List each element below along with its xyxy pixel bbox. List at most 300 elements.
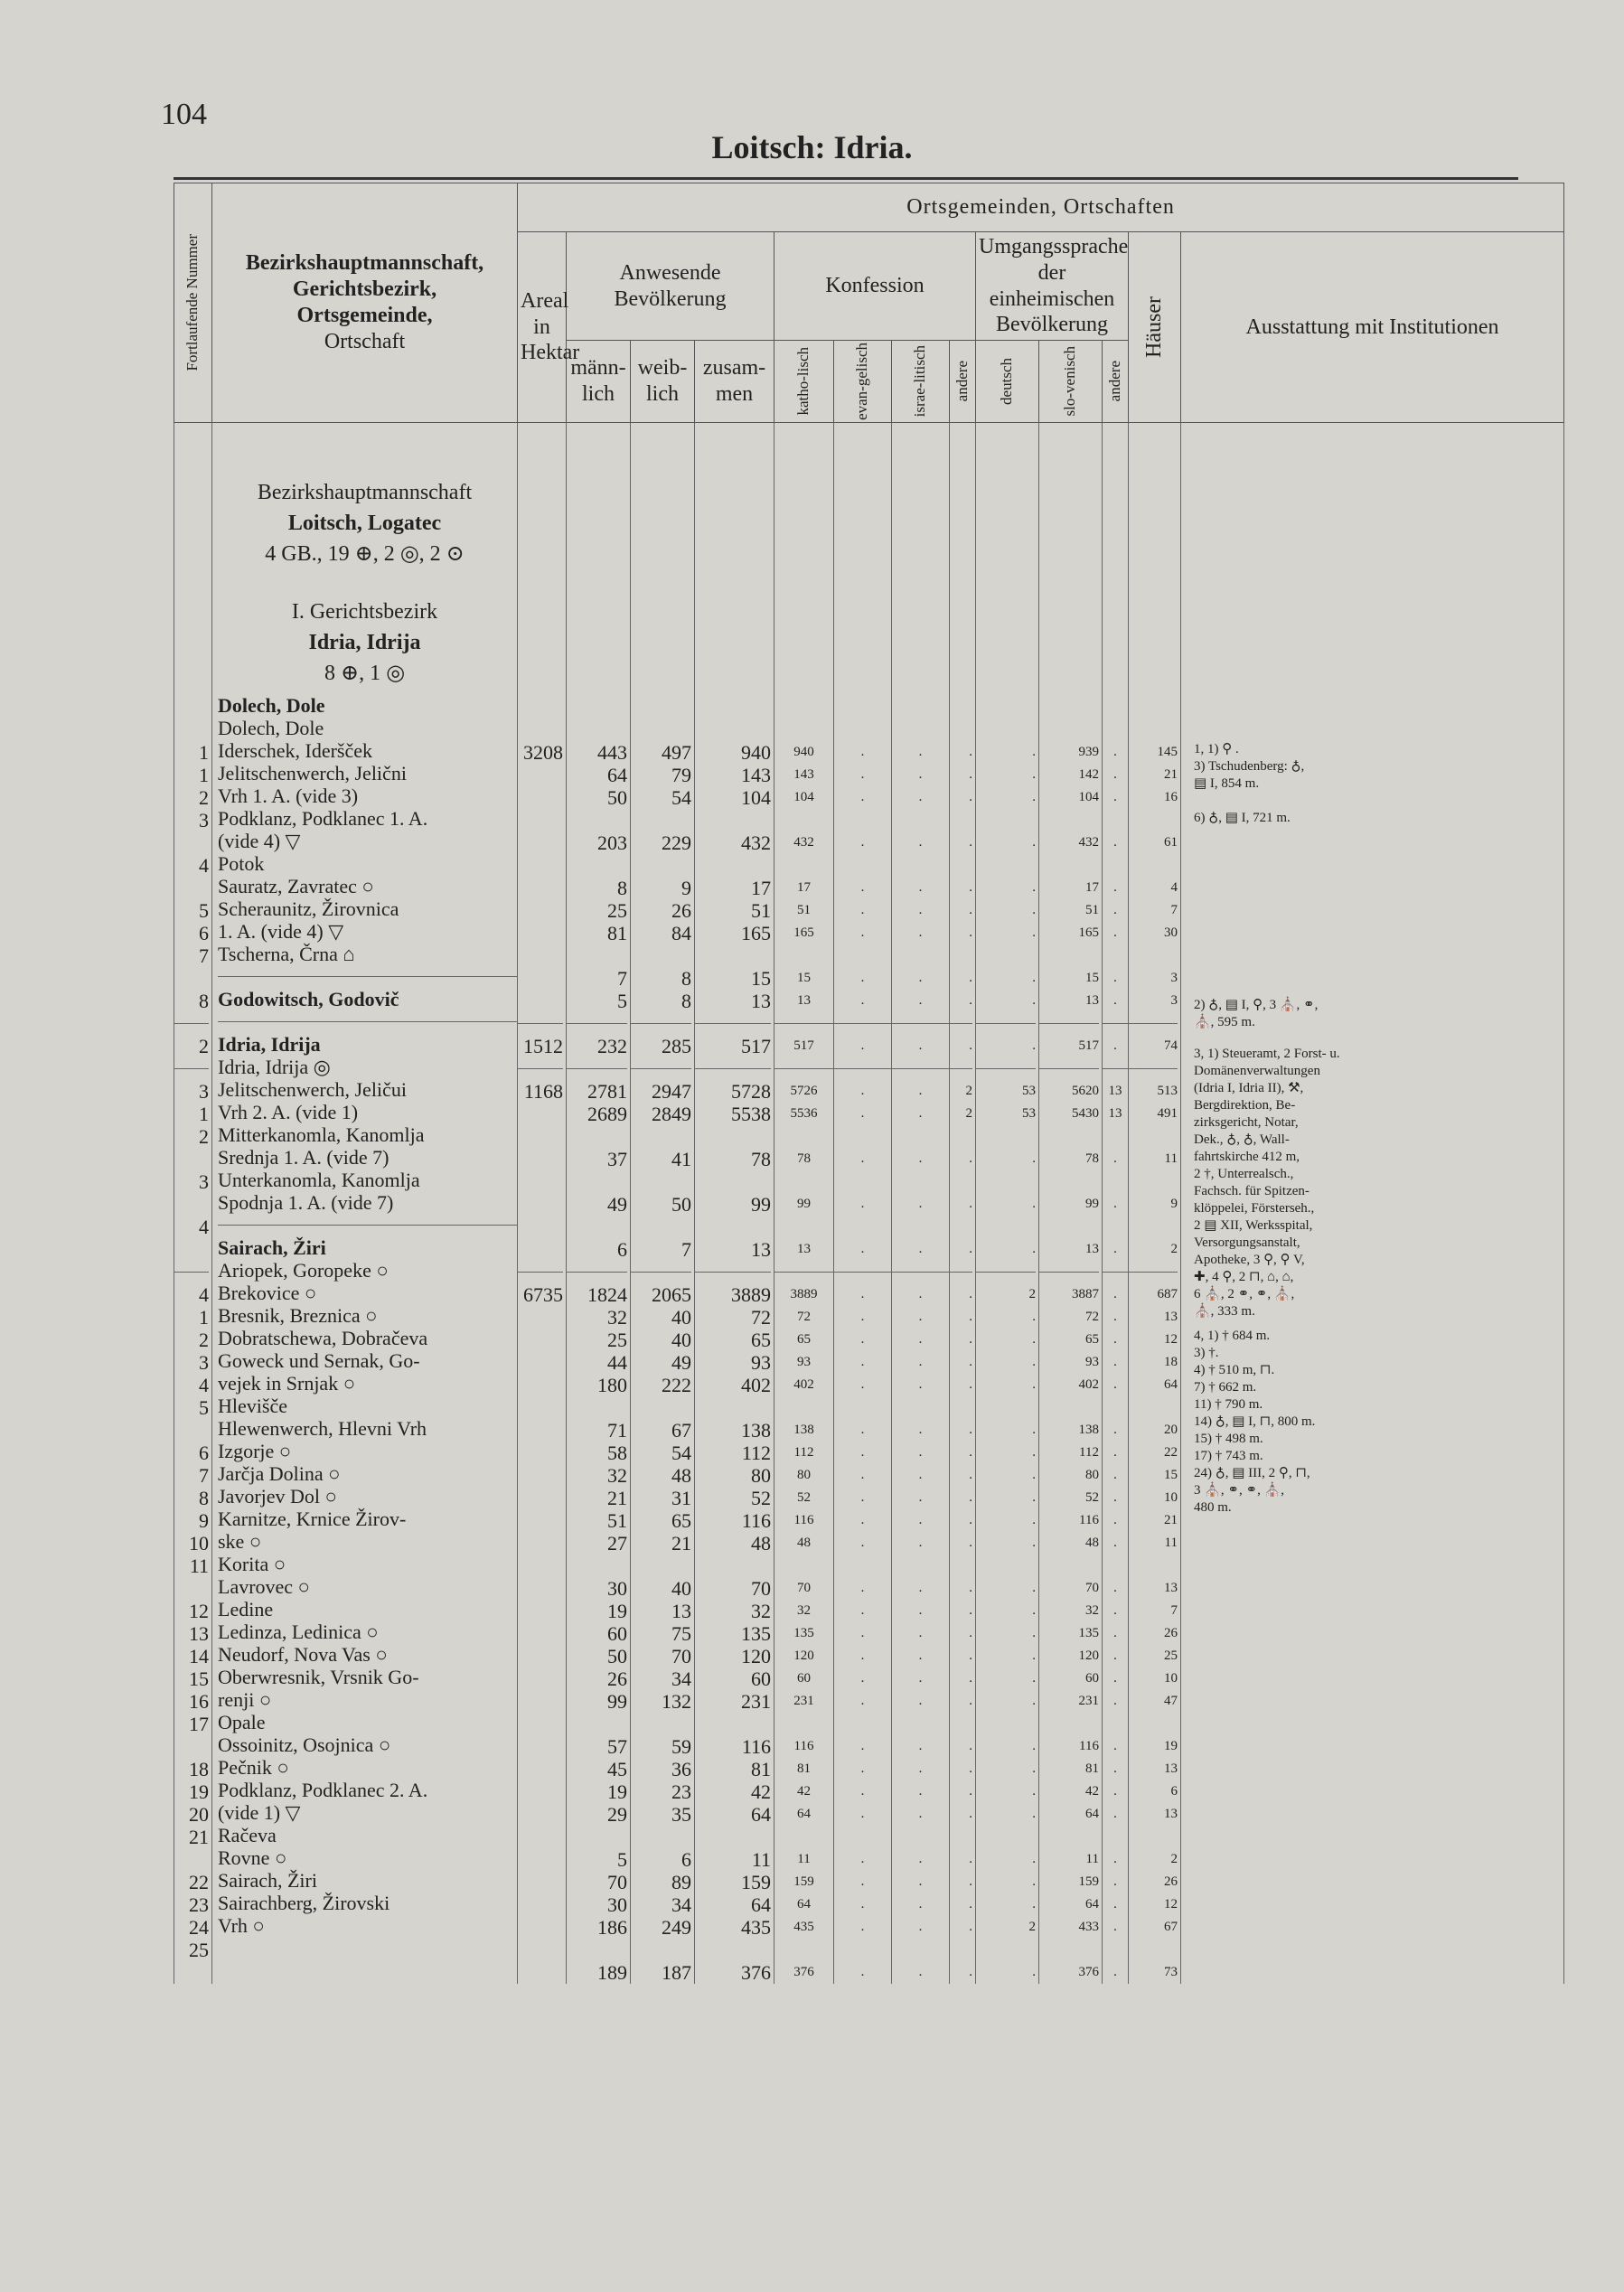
row-38-evan: . (860, 1897, 865, 1912)
row-33-isra: . (918, 1761, 923, 1777)
row-3-kath: 432 (793, 835, 814, 850)
row-36-m: 5 (617, 1848, 627, 1872)
row-19-kath: 402 (793, 1377, 814, 1393)
row-3-and: . (969, 835, 972, 850)
row-0-w: 497 (662, 741, 691, 765)
row-21-isra: . (918, 1445, 923, 1461)
row-8-sand: . (1113, 993, 1117, 1009)
row-1-sand: . (1113, 767, 1117, 783)
row-37-slo: 159 (1078, 1874, 1099, 1890)
row-8-nr: 8 (199, 990, 209, 1013)
row-11-and: 2 (965, 1106, 972, 1122)
ausstattung-line: 7) † 662 m. (1194, 1380, 1257, 1395)
row-8-name: Tscherna, Črna ⌂ (218, 943, 355, 966)
row-18-slo: 93 (1085, 1355, 1099, 1370)
row-13-m: 49 (607, 1193, 627, 1216)
row-6-m: 81 (607, 922, 627, 945)
col-andere (950, 423, 976, 1985)
row-11-nr: 1 (199, 1103, 209, 1126)
row-9-nr: 2 (199, 1035, 209, 1058)
row-40-z: 376 (741, 1961, 771, 1985)
row-40-kath: 376 (793, 1965, 814, 1980)
row-27-deu: . (1032, 1603, 1036, 1619)
row-38-h: 12 (1164, 1897, 1178, 1912)
row-24-isra: . (918, 1513, 923, 1528)
row-30-h: 10 (1164, 1671, 1178, 1686)
row-21-sand: . (1113, 1445, 1117, 1461)
row-22-slo: 80 (1085, 1468, 1099, 1483)
row-8-kath: 13 (797, 993, 811, 1009)
row-36-sand: . (1113, 1852, 1117, 1867)
row-17-evan: . (860, 1332, 865, 1348)
row-3-m: 203 (597, 831, 627, 855)
row-13-w: 50 (671, 1193, 691, 1216)
row-18-name: Bresnik, Breznica ○ (218, 1304, 378, 1328)
row-14-m: 6 (617, 1238, 627, 1262)
row-28-w: 75 (671, 1622, 691, 1646)
row-0-kath: 940 (793, 745, 814, 760)
row-35-deu: . (1032, 1807, 1036, 1822)
row-20-nr: 5 (199, 1396, 209, 1420)
bh-name: Loitsch, Logatec (287, 512, 442, 536)
row-15-name: Sairach, Žiri (218, 1236, 326, 1260)
row-6-and: . (969, 925, 972, 941)
row-10-slo: 5620 (1072, 1084, 1099, 1099)
header-ausstattung: Ausstattung mit Institutionen (1181, 232, 1564, 423)
row-separator (834, 1068, 891, 1080)
row-separator (695, 1023, 771, 1035)
row-32-and: . (969, 1739, 972, 1754)
row-39-w: 249 (662, 1916, 691, 1940)
row-2-isra: . (918, 790, 923, 805)
row-14-z: 13 (751, 1238, 771, 1262)
row-separator (218, 1225, 517, 1236)
row-18-nr: 3 (199, 1351, 209, 1375)
row-25-z: 48 (751, 1532, 771, 1555)
row-6-sand: . (1113, 925, 1117, 941)
row-24-nr: 9 (199, 1509, 209, 1533)
row-9-kath: 517 (793, 1038, 814, 1054)
row-15-evan: . (860, 1287, 865, 1302)
row-23-isra: . (918, 1490, 923, 1506)
row-16-w: 40 (671, 1306, 691, 1329)
row-34-and: . (969, 1784, 972, 1799)
row-18-z: 93 (751, 1351, 771, 1375)
header-konf-andere: andere (950, 341, 976, 423)
row-2-z: 104 (741, 786, 771, 810)
row-22-m: 32 (607, 1464, 627, 1488)
row-20-isra: . (918, 1423, 923, 1438)
row-14-w: 7 (681, 1238, 691, 1262)
header-spr-andere: andere (1103, 341, 1129, 423)
row-26-kath: 70 (797, 1581, 811, 1596)
row-20-m: 71 (607, 1419, 627, 1442)
row-4-sand: . (1113, 880, 1117, 896)
row-15-deu: 2 (1028, 1287, 1036, 1302)
row-separator (892, 1023, 949, 1035)
row-2-slo: 104 (1078, 790, 1099, 805)
row-26-and: . (969, 1581, 972, 1596)
row-4-deu: . (1032, 880, 1036, 896)
row-31-and: . (969, 1694, 972, 1709)
row-separator (774, 1023, 833, 1035)
row-22-and: . (969, 1468, 972, 1483)
ausstattung-line: klöppelei, Försterseh., (1194, 1201, 1315, 1216)
row-23-nr: 8 (199, 1487, 209, 1510)
row-32-w: 59 (671, 1735, 691, 1759)
row-30-nr: 15 (189, 1667, 209, 1691)
row-28-isra: . (918, 1626, 923, 1641)
row-14-isra: . (918, 1242, 923, 1257)
row-4-and: . (969, 880, 972, 896)
row-27-nr: 12 (189, 1600, 209, 1623)
row-24-z: 116 (741, 1509, 771, 1533)
row-separator (1103, 1068, 1128, 1080)
row-4-evan: . (860, 880, 865, 896)
row-30-evan: . (860, 1671, 865, 1686)
row-30-slo: 60 (1085, 1671, 1099, 1686)
row-32-evan: . (860, 1739, 865, 1754)
row-38-and: . (969, 1897, 972, 1912)
row-6-slo: 165 (1078, 925, 1099, 941)
row-19-z: 402 (741, 1374, 771, 1397)
row-13-nr: 3 (199, 1170, 209, 1194)
row-40-name: Sairachberg, Žirovski (218, 1892, 390, 1915)
row-37-w: 89 (671, 1871, 691, 1894)
row-28-name: Lavrovec ○ (218, 1575, 310, 1599)
row-39-sand: . (1113, 1920, 1117, 1935)
row-29-sand: . (1113, 1649, 1117, 1664)
row-16-evan: . (860, 1310, 865, 1325)
row-9-z: 517 (741, 1035, 771, 1058)
row-separator (1129, 1023, 1178, 1035)
ausstattung-line: 2 †, Unterrealsch., (1194, 1167, 1294, 1182)
row-18-kath: 93 (797, 1355, 811, 1370)
row-31-isra: . (918, 1694, 923, 1709)
row-6-h: 30 (1164, 925, 1178, 941)
row-14-slo: 13 (1085, 1242, 1099, 1257)
row-22-evan: . (860, 1468, 865, 1483)
row-32-z: 116 (741, 1735, 771, 1759)
row-5-z: 51 (751, 899, 771, 923)
row-32-deu: . (1032, 1739, 1036, 1754)
row-3-evan: . (860, 835, 865, 850)
row-23-z: 52 (751, 1487, 771, 1510)
row-11-h: 491 (1157, 1106, 1178, 1122)
row-24-h: 21 (1164, 1513, 1178, 1528)
row-21-and: . (969, 1445, 972, 1461)
row-36-slo: 11 (1085, 1852, 1099, 1867)
row-26-deu: . (1032, 1581, 1036, 1596)
row-12-isra: . (918, 1151, 923, 1167)
row-33-deu: . (1032, 1761, 1036, 1777)
row-25-and: . (969, 1536, 972, 1551)
row-13-sand: . (1113, 1197, 1117, 1212)
row-11-sand: 13 (1108, 1106, 1122, 1122)
row-35-and: . (969, 1807, 972, 1822)
row-13-h: 9 (1170, 1197, 1178, 1212)
row-18-evan: . (860, 1355, 865, 1370)
row-40-and: . (969, 1965, 972, 1980)
row-20-h: 20 (1164, 1423, 1178, 1438)
row-18-and: . (969, 1355, 972, 1370)
row-35-isra: . (918, 1807, 923, 1822)
row-26-slo: 70 (1085, 1581, 1099, 1596)
row-2-sand: . (1113, 790, 1117, 805)
row-23-w: 31 (671, 1487, 691, 1510)
row-25-sand: . (1113, 1536, 1117, 1551)
row-7-sand: . (1113, 971, 1117, 986)
row-23-slo: 52 (1085, 1490, 1099, 1506)
row-38-kath: 64 (797, 1897, 811, 1912)
row-13-evan: . (860, 1197, 865, 1212)
row-3-deu: . (1032, 835, 1036, 850)
row-8-m: 5 (617, 990, 627, 1013)
row-10-name: Idria, Idrija (218, 1033, 321, 1057)
row-25-evan: . (860, 1536, 865, 1551)
row-15-and: . (969, 1287, 972, 1302)
row-38-nr: 23 (189, 1893, 209, 1917)
row-separator (518, 1272, 563, 1283)
row-11-evan: . (860, 1106, 865, 1122)
row-21-kath: 112 (793, 1445, 814, 1461)
row-27-m: 19 (607, 1600, 627, 1623)
row-38-z: 64 (751, 1893, 771, 1917)
row-5-deu: . (1032, 903, 1036, 918)
row-5-sand: . (1113, 903, 1117, 918)
row-11-kath: 5536 (790, 1106, 818, 1122)
ausstattung-line: 3 ⛪, ⚭, ⚭, ⛪, (1194, 1483, 1284, 1498)
row-33-kath: 81 (797, 1761, 811, 1777)
row-1-name: Dolech, Dole (218, 717, 324, 740)
ausstattung-line: 6 ⛪, 2 ⚭, ⚭, ⛪, (1194, 1287, 1295, 1302)
row-17-z: 65 (751, 1329, 771, 1352)
row-4-w: 9 (681, 877, 691, 900)
row-31-deu: . (1032, 1694, 1036, 1709)
row-7-name: 1. A. (vide 4) ▽ (218, 920, 344, 944)
row-36-deu: . (1032, 1852, 1036, 1867)
row-3-name: Vrh 1. A. (vide 3) (218, 784, 359, 808)
row-7-w: 8 (681, 967, 691, 991)
row-39-and: . (969, 1920, 972, 1935)
row-12-evan: . (860, 1151, 865, 1167)
row-36-w: 6 (681, 1848, 691, 1872)
row-35-kath: 64 (797, 1807, 811, 1822)
row-36-name: (vide 1) ▽ (218, 1801, 301, 1825)
row-35-h: 13 (1164, 1807, 1178, 1822)
row-13-deu: . (1032, 1197, 1036, 1212)
row-8-and: . (969, 993, 972, 1009)
row-20-name: vejek in Srnjak ○ (218, 1372, 355, 1395)
row-34-sand: . (1113, 1784, 1117, 1799)
row-14-kath: 13 (797, 1242, 811, 1257)
row-38-m: 30 (607, 1893, 627, 1917)
page-number: 104 (161, 98, 207, 131)
row-40-deu: . (1032, 1965, 1036, 1980)
row-separator (518, 1023, 563, 1035)
row-19-slo: 402 (1078, 1377, 1099, 1393)
row-34-w: 23 (671, 1780, 691, 1804)
row-31-h: 47 (1164, 1694, 1178, 1709)
row-35-z: 64 (751, 1803, 771, 1827)
row-36-and: . (969, 1852, 972, 1867)
row-34-nr: 19 (189, 1780, 209, 1804)
col-name (212, 423, 518, 1985)
row-11-deu: 53 (1022, 1106, 1036, 1122)
row-12-nr: 2 (199, 1125, 209, 1149)
col-evan (834, 423, 892, 1985)
header-pop-m: männ-lich (567, 341, 631, 423)
row-22-sand: . (1113, 1468, 1117, 1483)
row-34-deu: . (1032, 1784, 1036, 1799)
row-33-name: Opale (218, 1711, 266, 1734)
row-23-evan: . (860, 1490, 865, 1506)
ausstattung-line: Versorgungsanstalt, (1194, 1235, 1300, 1251)
row-25-w: 21 (671, 1532, 691, 1555)
row-26-sand: . (1113, 1581, 1117, 1596)
col-z (695, 423, 774, 1985)
row-29-m: 50 (607, 1645, 627, 1668)
row-3-sand: . (1113, 835, 1117, 850)
statistics-table (174, 183, 1564, 1984)
row-27-and: . (969, 1603, 972, 1619)
row-9-sand: . (1113, 1038, 1117, 1054)
row-24-slo: 116 (1079, 1513, 1099, 1528)
row-separator (950, 1023, 972, 1035)
ausstattung-line: 14) ♁, ▤ I, ⊓, 800 m. (1194, 1414, 1316, 1430)
row-26-name: ske ○ (218, 1530, 262, 1554)
row-7-slo: 15 (1085, 971, 1099, 986)
row-0-deu: . (1032, 745, 1036, 760)
row-20-slo: 138 (1078, 1423, 1099, 1438)
row-37-h: 26 (1164, 1874, 1178, 1890)
row-37-and: . (969, 1874, 972, 1890)
row-10-isra: . (918, 1084, 923, 1099)
row-16-name: Ariopek, Goropeke ○ (218, 1259, 389, 1282)
col-deutsch (976, 423, 1039, 1985)
row-34-slo: 42 (1085, 1784, 1099, 1799)
row-10-and: 2 (965, 1084, 972, 1099)
row-32-slo: 116 (1079, 1739, 1099, 1754)
row-2-name: Iderschek, Ideršček (218, 739, 373, 763)
row-27-h: 7 (1170, 1603, 1178, 1619)
row-2-kath: 104 (793, 790, 814, 805)
row-9-slo: 517 (1078, 1038, 1099, 1054)
row-33-z: 81 (751, 1758, 771, 1781)
row-3-nr: 3 (199, 809, 209, 832)
gb-label: I. Gerichtsbezirk (291, 600, 438, 625)
row-25-h: 11 (1164, 1536, 1178, 1551)
row-40-slo: 376 (1078, 1965, 1099, 1980)
row-40-w: 187 (662, 1961, 691, 1985)
header-name: Bezirkshauptmannschaft, Gerichtsbezirk, Ortsgemeinde, Ortschaft (212, 183, 518, 423)
row-7-deu: . (1032, 971, 1036, 986)
header-deutsch: deutsch (976, 341, 1039, 423)
row-4-slo: 17 (1085, 880, 1099, 896)
row-34-evan: . (860, 1784, 865, 1799)
row-33-m: 45 (607, 1758, 627, 1781)
ausstattung-line: Dek., ♁, ♁, Wall- (1194, 1132, 1290, 1148)
row-separator (774, 1272, 833, 1283)
row-36-z: 11 (751, 1848, 771, 1872)
row-8-isra: . (918, 993, 923, 1009)
row-5-slo: 51 (1085, 903, 1099, 918)
row-16-sand: . (1113, 1310, 1117, 1325)
row-39-slo: 433 (1078, 1920, 1099, 1935)
row-39-kath: 435 (793, 1920, 814, 1935)
ausstattung-4 (1194, 1328, 1558, 1517)
row-27-slo: 32 (1085, 1603, 1099, 1619)
row-29-h: 25 (1164, 1649, 1178, 1664)
row-5-isra: . (918, 903, 923, 918)
row-0-isra: . (918, 745, 923, 760)
row-21-z: 112 (741, 1442, 771, 1465)
row-12-h: 11 (1164, 1151, 1178, 1167)
row-15-slo: 3887 (1072, 1287, 1099, 1302)
row-31-m: 99 (607, 1690, 627, 1714)
row-25-kath: 48 (797, 1536, 811, 1551)
row-7-h: 3 (1170, 971, 1178, 986)
row-16-z: 72 (751, 1306, 771, 1329)
top-rule (174, 177, 1518, 180)
row-14-name: Spodnja 1. A. (vide 7) (218, 1191, 394, 1215)
row-19-nr: 4 (199, 1374, 209, 1397)
row-21-h: 22 (1164, 1445, 1178, 1461)
row-13-isra: . (918, 1197, 923, 1212)
ausstattung-line: Apotheke, 3 ⚲, ⚲ V, (1194, 1253, 1305, 1268)
ausstattung-line: (Idria I, Idria II), ⚒, (1194, 1081, 1304, 1096)
row-22-z: 80 (751, 1464, 771, 1488)
row-40-evan: . (860, 1965, 865, 1980)
row-25-m: 27 (607, 1532, 627, 1555)
row-24-evan: . (860, 1513, 865, 1528)
row-1-w: 79 (671, 764, 691, 787)
row-23-deu: . (1032, 1490, 1036, 1506)
row-38-name: Rovne ○ (218, 1846, 287, 1870)
row-27-evan: . (860, 1603, 865, 1619)
row-40-sand: . (1113, 1965, 1117, 1980)
row-separator (774, 1068, 833, 1080)
row-11-m: 2689 (587, 1103, 627, 1126)
row-38-sand: . (1113, 1897, 1117, 1912)
row-33-and: . (969, 1761, 972, 1777)
row-26-nr: 11 (189, 1555, 209, 1578)
row-separator (631, 1272, 691, 1283)
row-17-slo: 65 (1085, 1332, 1099, 1348)
row-24-and: . (969, 1513, 972, 1528)
row-14-name: Unterkanomla, Kanomlja (218, 1169, 420, 1192)
header-konfession: Konfession (774, 232, 976, 341)
row-21-deu: . (1032, 1445, 1036, 1461)
row-30-z: 60 (751, 1667, 771, 1691)
row-6-evan: . (860, 925, 865, 941)
row-11-z: 5538 (731, 1103, 771, 1126)
row-6-deu: . (1032, 925, 1036, 941)
row-16-m: 32 (607, 1306, 627, 1329)
row-separator (695, 1068, 771, 1080)
header-sprache: Umgangssprache der einheimischen Bevölkerung (976, 232, 1129, 341)
row-34-m: 19 (607, 1780, 627, 1804)
row-9-deu: . (1032, 1038, 1036, 1054)
row-18-deu: . (1032, 1355, 1036, 1370)
col-slov (1039, 423, 1103, 1985)
ausstattung-line: Domänenverwaltungen (1194, 1064, 1320, 1079)
row-1-isra: . (918, 767, 923, 783)
row-3-w: 229 (662, 831, 691, 855)
row-23-sand: . (1113, 1490, 1117, 1506)
row-26-isra: . (918, 1581, 923, 1596)
col-nr (174, 423, 212, 1985)
